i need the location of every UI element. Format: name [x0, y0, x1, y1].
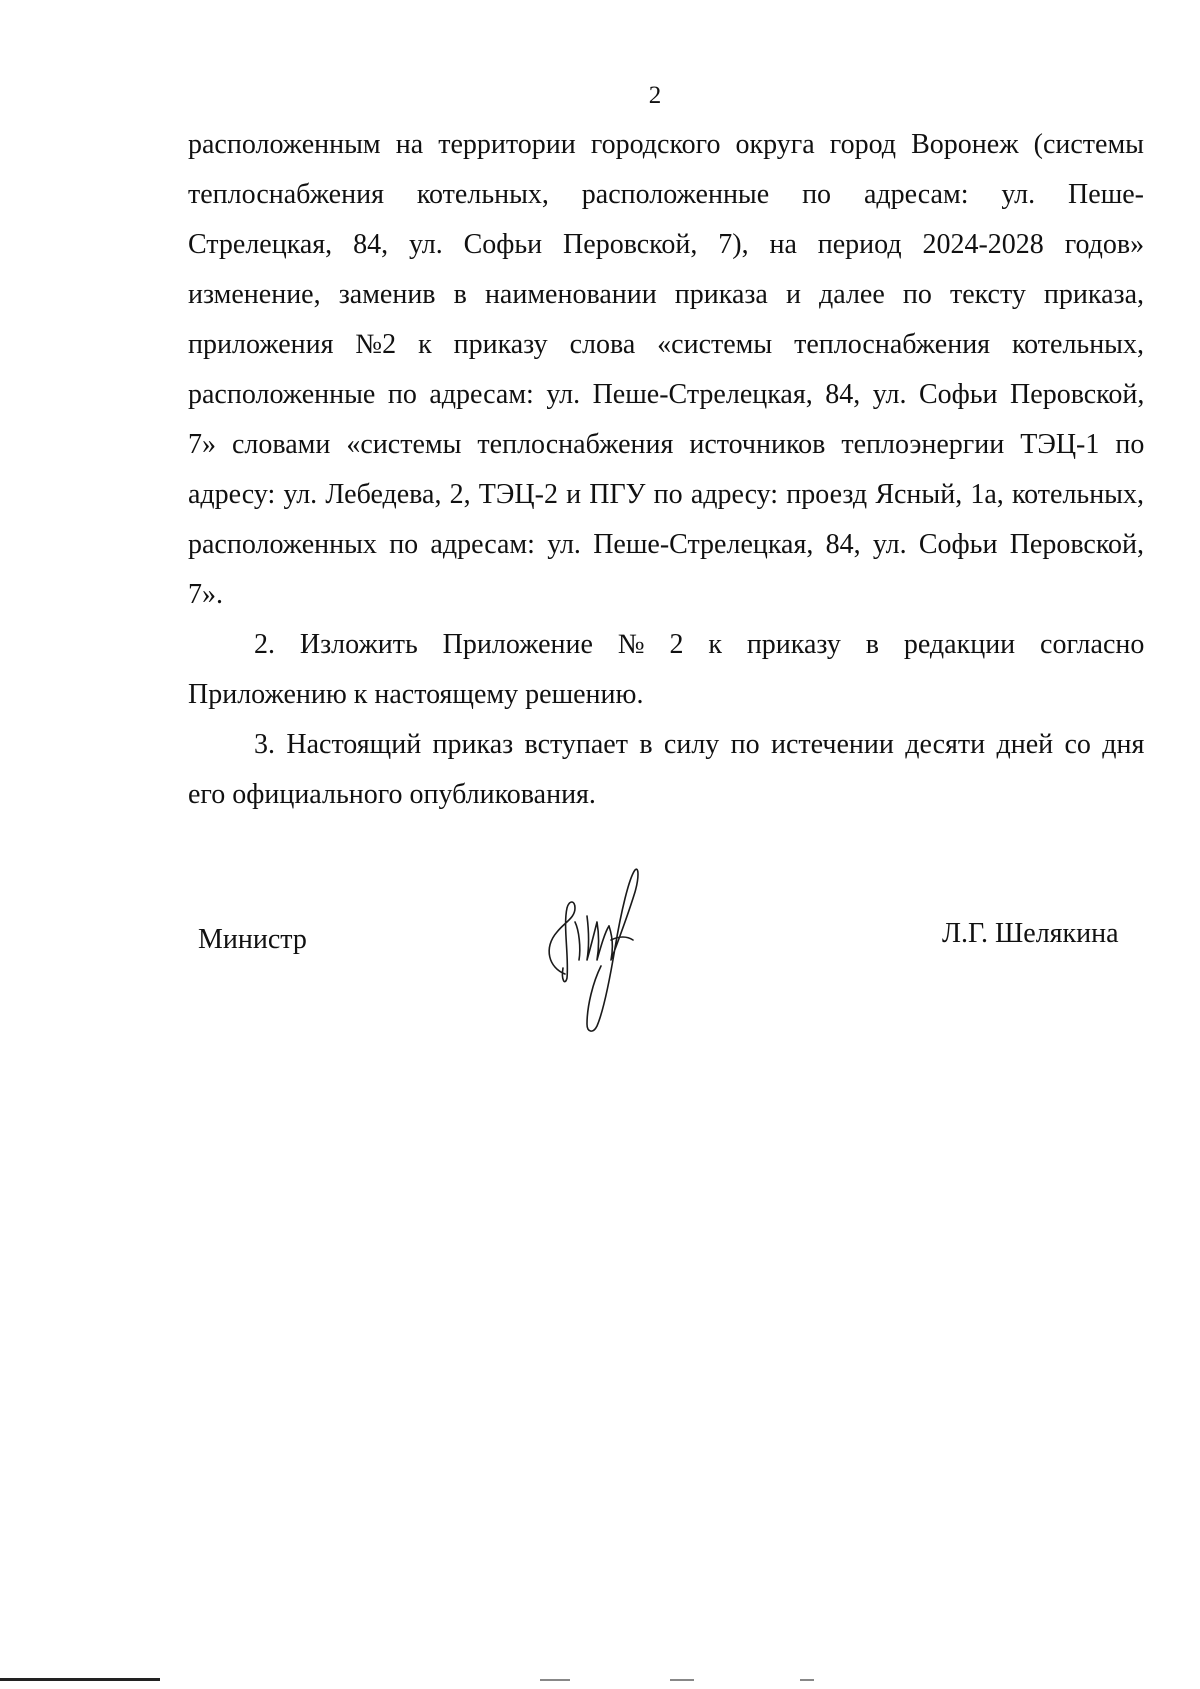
paragraph-1: [188, 120, 1144, 620]
handwritten-signature: [535, 856, 665, 1036]
paragraph-line: расположенным на территории городского округа город Воронеж (системы: [188, 129, 1144, 160]
signer-title: Министр: [198, 924, 307, 955]
paragraph-line: 2. Изложить Приложение № 2 к приказу в редакции согласно: [254, 629, 1145, 660]
paragraph-line: Стрелецкая, 84, ул. Софьи Перовской, 7), на период 2024-2028 годов»: [188, 229, 1145, 260]
paragraph-line: 3. Настоящий приказ вступает в силу по истечении десяти дней со дня: [254, 729, 1145, 760]
paragraph-line: его официального опубликования.: [188, 779, 596, 810]
scan-edge-mark: [670, 1679, 694, 1681]
paragraph-line: Приложению к настоящему решению.: [188, 679, 644, 710]
paragraph-2: [188, 620, 1144, 720]
scan-edge-mark: [540, 1679, 570, 1681]
paragraph-line: приложения №2 к приказу слова «системы теплоснабжения котельных,: [188, 329, 1144, 360]
scan-edge-mark: [800, 1679, 814, 1681]
signature-block: [0, 910, 1200, 1050]
paragraph-line: изменение, заменив в наименовании приказа и далее по тексту приказа,: [188, 279, 1144, 310]
page-number: 2: [648, 82, 662, 109]
paragraph-line: расположенные по адресам: ул. Пеше-Стрелецкая, 84, ул. Софьи Перовской,: [188, 379, 1145, 410]
paragraph-line: 7» словами «системы теплоснабжения источников теплоэнергии ТЭЦ-1 по: [188, 429, 1145, 460]
document-body: [188, 120, 1144, 820]
paragraph-line: 7».: [188, 579, 223, 610]
paragraph-3: [188, 720, 1144, 820]
paragraph-line: теплоснабжения котельных, расположенные по адресам: ул. Пеше-: [188, 179, 1144, 210]
paragraph-line: адресу: ул. Лебедева, 2, ТЭЦ-2 и ПГУ по адресу: проезд Ясный, 1а, котельных,: [188, 479, 1144, 510]
scan-edge-line: [0, 1678, 160, 1681]
paragraph-line: расположенных по адресам: ул. Пеше-Стрелецкая, 84, ул. Софьи Перовской,: [188, 529, 1144, 560]
signer-name: Л.Г. Шелякина: [942, 918, 1119, 949]
